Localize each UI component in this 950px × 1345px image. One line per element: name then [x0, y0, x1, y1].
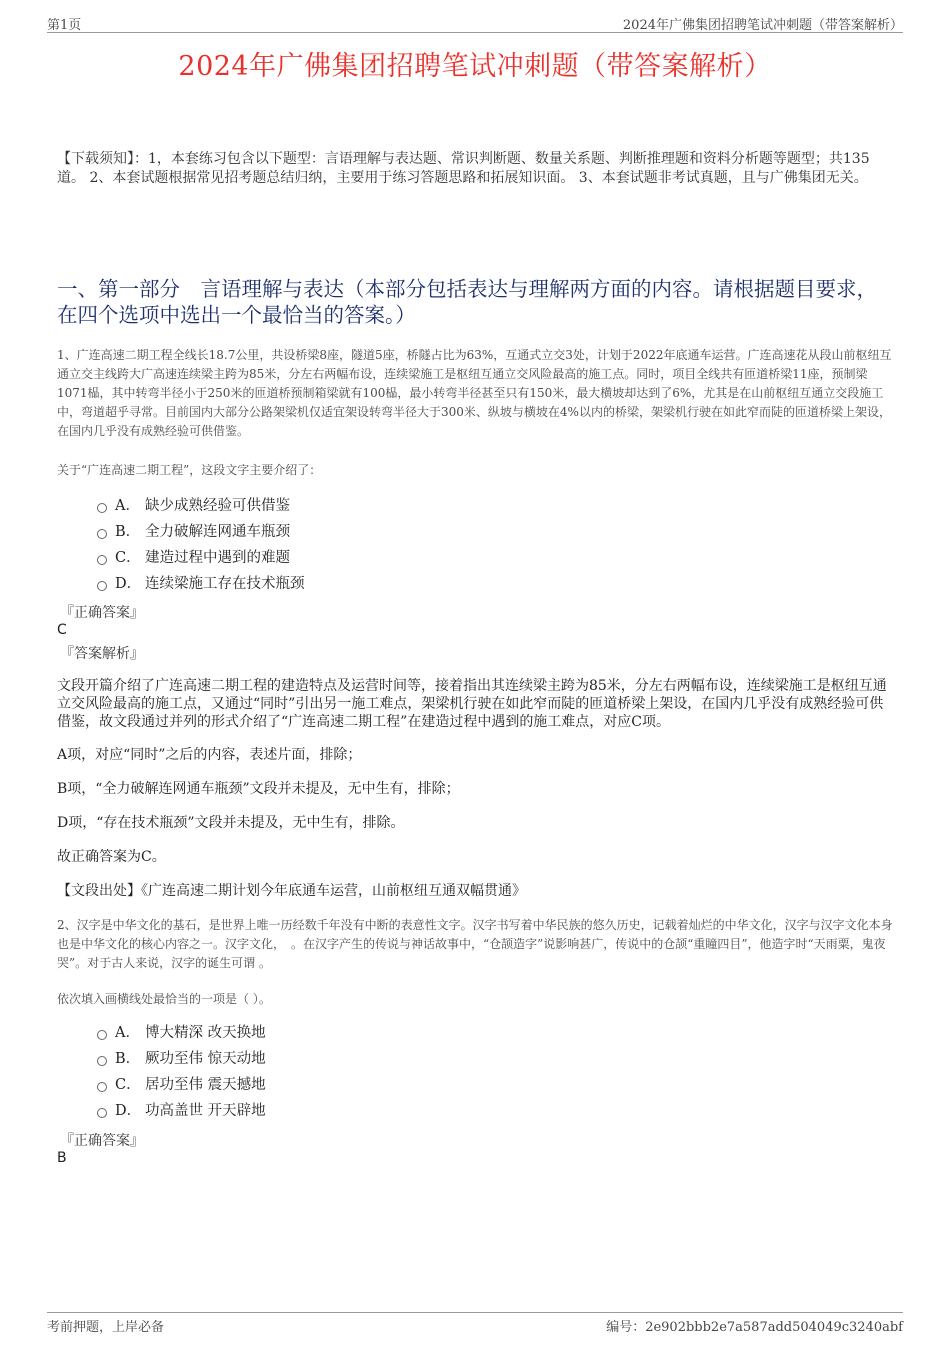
- q2-option-a[interactable]: A． 博大精深 改天换地: [95, 1020, 695, 1046]
- download-notice: 【下载须知】：1，本套练习包含以下题型：言语理解与表达题、常识判断题、数量关系题、判断推理题和资料分析题等题型；共135道。 2、本套试题根据常见招考题总结归纳，主要用于练习答题思路和拓展知识面。 3、本套试题非考试真题，且与广佛集团无关。: [57, 151, 870, 186]
- q2-question: 依次填入画横线处最恰当的一项是（ ）。: [57, 992, 271, 1006]
- q1-analysis-label: 『答案解析』: [60, 646, 144, 662]
- radio-icon[interactable]: [97, 555, 107, 565]
- q1-question: 关于“广连高速二期工程”，这段文字主要介绍了：: [57, 463, 322, 477]
- page-title: 2024年广佛集团招聘笔试冲刺题（带答案解析）: [178, 51, 772, 82]
- q1-source: 【文段出处】《广连高速二期计划今年底通车运营，山前枢纽互通双幅贯通》: [57, 883, 526, 899]
- q1-note-b: B项，“全力破解连网通车瓶颈”文段并未提及，无中生有，排除；: [57, 781, 460, 797]
- q1-answer-label: 『正确答案』: [60, 605, 144, 621]
- q2-passage: 2、汉字是中华文化的基石，是世界上唯一历经数千年没有中断的表意性文字。汉字书写着中华民族的悠久历史，记载着灿烂的中华文化，汉字与汉字文化本身也是中华文化的核心内容之一。汉字文化， 。在汉字产生的传说与神话故事中，“仓颉造字”说影响甚广，传说中的仓颉“重瞳四目”，他造字时“天雨粟，鬼夜哭”。对于古人来说，汉字的诞生可谓 。: [57, 918, 893, 970]
- radio-icon[interactable]: [97, 1108, 107, 1118]
- radio-icon[interactable]: [97, 1082, 107, 1092]
- q1-option-b[interactable]: B． 全力破解连网通车瓶颈: [95, 519, 695, 545]
- page-footer: [47, 1312, 903, 1333]
- q1-passage: 1、广连高速二期工程全线长18.7公里，共设桥梁8座，隧道5座，桥隧占比为63%，互通式立交3处，计划于2022年底通车运营。广连高速花从段山前枢纽互通立交主线跨大广高速连续梁主跨为85米，分左右两幅布设，连续梁施工是枢纽互通立交风险最高的施工点。同时，项目全线共有匝道桥梁11座，预制梁1071榀，其中转弯半径小于250米的匝道桥预制箱梁就有100榀，最小转弯半径甚至只有150米，最大横坡却达到了6%，尤其是在山前枢纽互通立交段施工中，弯道超乎寻常。目前国内大部分公路架梁机仅适宜架设转弯半径大于300米、纵坡与横坡在4%以内的桥梁，架梁机行驶在如此窄而陡的匝道桥梁上架设，在国内几乎没有成熟经验可供借鉴。: [57, 348, 892, 438]
- radio-icon[interactable]: [97, 503, 107, 513]
- q1-option-d[interactable]: D． 连续梁施工存在技术瓶颈: [95, 571, 695, 597]
- q2-options: [95, 1020, 695, 1124]
- footer-doc-id: 编号：2e902bbb2e7a587add504049c3240abf: [606, 1320, 903, 1335]
- section-heading: 一、第一部分 言语理解与表达（本部分包括表达与理解两方面的内容。请根据题目要求，在四个选项中选出一个最恰当的答案。）: [57, 277, 877, 327]
- q2-option-b[interactable]: B． 厥功至伟 惊天动地: [95, 1046, 695, 1072]
- radio-icon[interactable]: [97, 529, 107, 539]
- q1-note-d: D项，“存在技术瓶颈”文段并未提及，无中生有，排除。: [57, 815, 405, 831]
- q2-option-c[interactable]: C． 居功至伟 震天撼地: [95, 1072, 695, 1098]
- page-number: 第1页: [47, 18, 82, 33]
- q1-answer: C: [57, 622, 67, 638]
- radio-icon[interactable]: [97, 581, 107, 591]
- q2-answer: B: [57, 1150, 67, 1166]
- footer-slogan: 考前押题，上岸必备: [47, 1320, 165, 1335]
- q1-option-c[interactable]: C． 建造过程中遇到的难题: [95, 545, 695, 571]
- page-header: [47, 14, 903, 33]
- q1-note-a: A项，对应“同时”之后的内容，表述片面，排除；: [57, 747, 362, 763]
- radio-icon[interactable]: [97, 1056, 107, 1066]
- q1-option-a[interactable]: A． 缺少成熟经验可供借鉴: [95, 493, 695, 519]
- q1-analysis: 文段开篇介绍了广连高速二期工程的建造特点及运营时间等，接着指出其连续梁主跨为85米，分左右两幅布设，连续梁施工是枢纽互通立交风险最高的施工点，又通过“同时”引出另一施工难点，架梁机行驶在如此窄而陡的匝道桥梁上架设，在国内几乎没有成熟经验可供借鉴，故文段通过并列的形式介绍了“广连高速二期工程”在建造过程中遇到的施工难点，对应C项。: [57, 678, 887, 730]
- q2-answer-label: 『正确答案』: [60, 1133, 144, 1149]
- q1-options: [95, 493, 695, 597]
- q1-conclusion: 故正确答案为C。: [57, 849, 166, 865]
- q2-option-d[interactable]: D． 功高盖世 开天辟地: [95, 1098, 695, 1124]
- radio-icon[interactable]: [97, 1030, 107, 1040]
- header-doc-title: 2024年广佛集团招聘笔试冲刺题（带答案解析）: [622, 18, 903, 33]
